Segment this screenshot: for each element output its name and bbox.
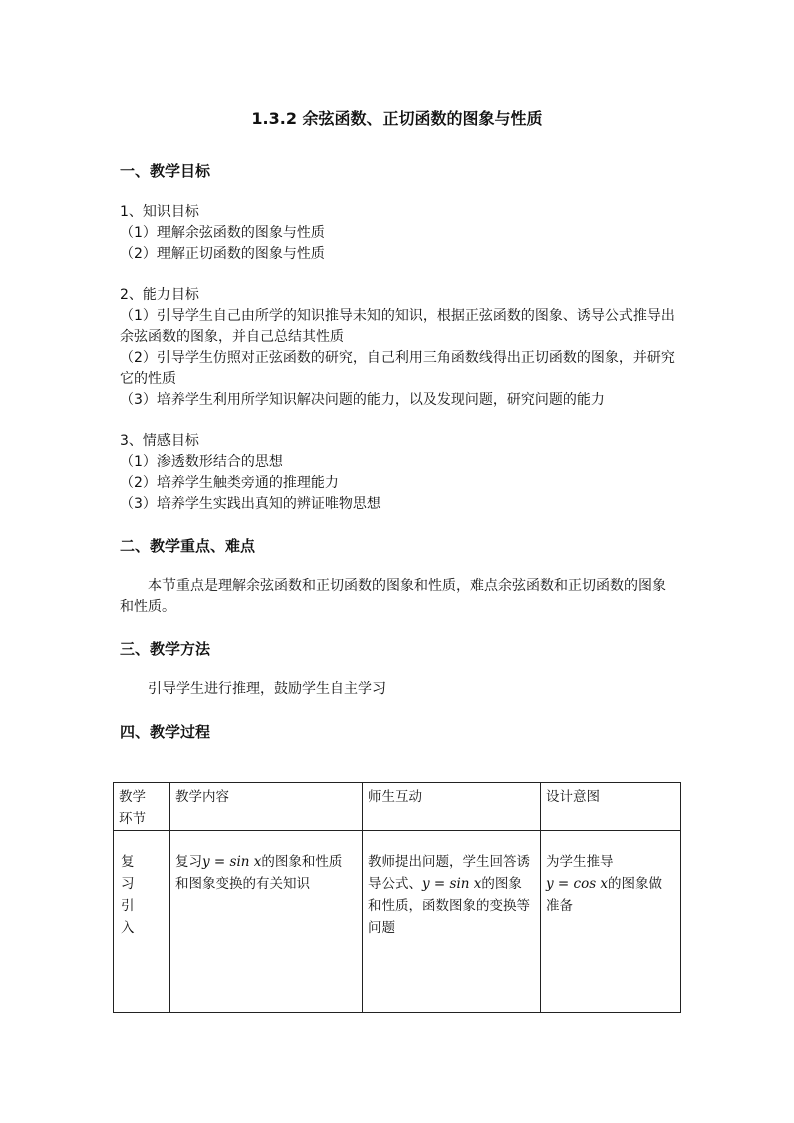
knowledge-goal-item: （1）理解余弦函数的图象与性质 <box>120 225 325 241</box>
cell-stage <box>114 831 170 1013</box>
intent-text: 为学生推导 <box>546 854 614 870</box>
method-text: 引导学生进行推理，鼓励学生自主学习 <box>148 681 386 697</box>
ability-goal-item: （2）引导学生仿照对正弦函数的研究，自己利用三角函数线得出正切函数的图象，并研究它的性质 <box>120 350 675 387</box>
interaction-formula: y = sin x <box>422 876 482 892</box>
content-text: 复习 <box>175 854 202 870</box>
emotion-goal-item: （3）培养学生实践出真知的辨证唯物思想 <box>120 496 381 512</box>
section-heading-method: 三、教学方法 <box>120 640 211 658</box>
header-cell-intent: 设计意图 <box>541 783 681 831</box>
page-title: 1.3.2 余弦函数、正切函数的图象与性质 <box>251 109 543 128</box>
ability-goal-item: （1）引导学生自己由所学的知识推导未知的知识，根据正弦函数的图象、诱导公式推导出余弦函数的图象，并自己总结其性质 <box>120 308 675 345</box>
ability-goal-label: 2、能力目标 <box>120 287 199 303</box>
intent-formula: y = cos x <box>546 876 609 892</box>
intent-text: 的图象做准备 <box>546 876 663 914</box>
section-heading-goals: 一、教学目标 <box>120 162 211 180</box>
process-table <box>113 782 681 1013</box>
content-formula: y = sin x <box>202 854 262 870</box>
content-text: 和图象变换的有关知识 <box>175 876 310 892</box>
emotion-goal-item: （1）渗透数形结合的思想 <box>120 454 283 470</box>
knowledge-goal-label: 1、知识目标 <box>120 204 199 220</box>
interaction-text: 的图象和性质，函数图象的变换等问题 <box>368 876 530 936</box>
section-heading-key-points: 二、教学重点、难点 <box>120 537 256 555</box>
ability-goal-item: （3）培养学生利用所学知识解决问题的能力，以及发现问题，研究问题的能力 <box>120 392 605 408</box>
knowledge-goal-item: （2）理解正切函数的图象与性质 <box>120 246 325 262</box>
emotion-goal-item: （2）培养学生触类旁通的推理能力 <box>120 475 339 491</box>
header-cell-stage: 教学环节 <box>114 783 170 831</box>
key-points-text: 本节重点是理解余弦函数和正切函数的图象和性质，难点余弦函数和正切函数的图象和性质。 <box>120 578 666 615</box>
stage-label: 复习引入 <box>121 854 135 936</box>
cell-intent <box>541 831 681 1013</box>
content-text: 的图象和性质 <box>261 854 343 870</box>
table-header-row <box>114 783 681 831</box>
table-row <box>114 831 681 1013</box>
interaction-text: 教师提出问题，学生回答诱导公式、 <box>368 854 530 892</box>
header-cell-content: 教学内容 <box>170 783 363 831</box>
header-cell-interaction: 师生互动 <box>363 783 541 831</box>
section-heading-process: 四、教学过程 <box>120 723 211 741</box>
cell-content <box>170 831 363 1013</box>
cell-interaction <box>363 831 541 1013</box>
emotion-goal-label: 3、情感目标 <box>120 433 199 449</box>
